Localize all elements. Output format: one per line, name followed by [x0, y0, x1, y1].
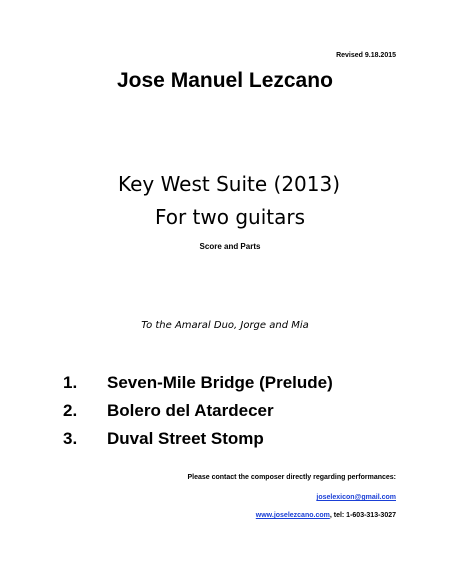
movement-number: 3. [63, 429, 78, 448]
score-parts-note: Score and Parts [199, 242, 261, 251]
email-link[interactable]: joselexicon@gmail.com [316, 494, 396, 501]
work-subtitle: For two guitars [154, 205, 306, 229]
movement-title: Bolero del Atardecer [107, 401, 274, 420]
revision-date: Revised 9.18.2015 [336, 52, 396, 59]
email-line [316, 494, 396, 501]
composer-name: Jose Manuel Lezcano [117, 69, 333, 92]
phone-number: , tel: 1-603-313-3027 [329, 512, 396, 519]
movement-list [63, 373, 333, 457]
movement-item [63, 373, 333, 401]
work-title: Key West Suite (2013) [117, 172, 341, 196]
movement-number: 1. [63, 373, 78, 392]
dedication: To the Amaral Duo, Jorge and Mia [141, 320, 309, 331]
movement-item [63, 429, 333, 457]
movement-number: 2. [63, 401, 78, 420]
movement-title: Seven-Mile Bridge (Prelude) [107, 373, 333, 392]
movement-item [63, 401, 333, 429]
website-line [256, 512, 396, 519]
website-link[interactable]: www.joselezcano.com [255, 512, 330, 519]
contact-message: Please contact the composer directly regarding performances: [187, 474, 396, 481]
movement-title: Duval Street Stomp [107, 429, 264, 448]
